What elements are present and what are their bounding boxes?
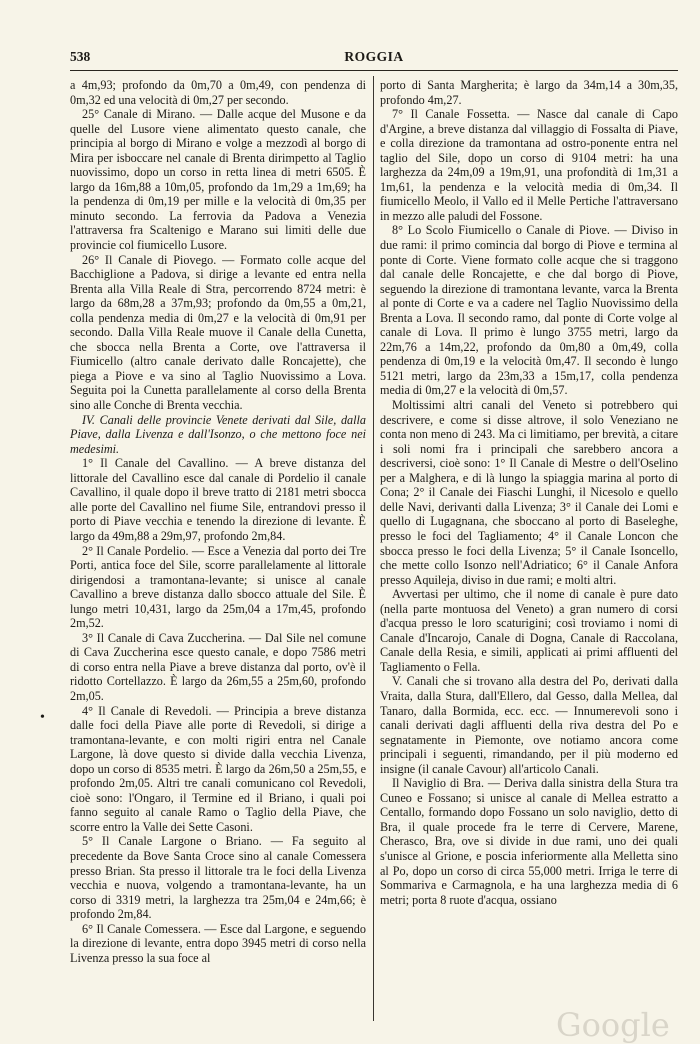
paragraph: Moltissimi altri canali del Veneto si potrebbero qui descrivere, e come si disse altrove, il solo Veneziano ne conta non meno di 243. Ma ci limitiamo, per brevità, a citare i soli nomi fra i principali che sarebbero ancora a descriversi, cioè sono: 1° Il Canale di Mestre o dell'Oselino per a Malghera, e di là lungo la spiaggia marina al porto di Cona; 2° il Canale dei Fiaschi Lunghi, il Nicesolo e quello delle Navi, derivanti dalla Livenza; 3° il Canale dei Lomi e quello di Lugagnana, che sboccano al porto di Baseleghe, presso le foci del Tagliamento; 4° il Canale Loncon che sbocca presso le foci della Livenza; 5° il Canale Isoncello, che mette collo Isonzo nell'Adriatico; 6° il Canale Anfora presso Aquileja, diviso in due rami; e molti altri.: [380, 398, 678, 587]
header-rule: [70, 70, 678, 71]
paragraph: 4° Il Canale di Revedoli. — Principia a breve distanza dalle foci della Piave alle porte di Revedoli, si dirige a tramontana-levante, e con molti rigiri entra nel Canale Largone, là dove questo si divide dalla vecchia Livenza, dopo un corso di 8535 metri. È largo da 26m,50 a 25m,55, e profondo 2m,05. Altri tre canali comunicano col Revedoli, cioè sono: l'Ongaro, il Termine ed il Briano, i quali poi fanno seguito al canale Ramo o Taglio della Piave, che scorre entro la Valle dei Sette Casoni.: [70, 703, 366, 834]
section-heading: V. Canali che si trovano alla destra del Po, derivati dalla Vraita, dalla Stura, dall'Ellero, dal Gesso, dalla Mellea, dal Tanaro, dalla Bormida, ecc. ecc. — Innumerevoli sono i canali derivati dagli affluenti della riva destra del Po e segnatamente in Piemonte, ove notiamo ancora come principali i seguenti, rimandando, per il più moderno ed insigne (il canale Cavour) all'articolo Canali.: [380, 674, 678, 776]
paragraph: Il Naviglio di Bra. — Deriva dalla sinistra della Stura tra Cuneo e Fossano; si unisce al canale di Mellea estratto a Centallo, formando dopo Fossano un solo naviglio, detto di Bra, il quale procede fra le terre di Cervere, Marene, Cherasco, Bra, ove si divide in due rami, uno dei quali s'unisce al Grione, e poscia inferiormente alla Melletta sino al Po, dopo un corso di circa 55,000 metri. Irriga le terre di Sommariva e Carmagnola, e ha una larghezza media di 6 metri; porta 8 ruote d'acqua, ossiano: [380, 776, 678, 907]
paragraph: 5° Il Canale Largone o Briano. — Fa seguito al precedente da Bove Santa Croce sino al canale Comessera presso Brian. Sta presso il littorale tra le foci della Livenza vecchia e nuova, volgendo a tramontana-levante, ha un corso di 3319 metri, la larghezza tra 25m,04 e 24m,66; è profondo 2m,84.: [70, 834, 366, 922]
paragraph: 2° Il Canale Pordelio. — Esce a Venezia dal porto dei Tre Porti, antica foce del Sile, scorre parallelamente al littorale dirigendosi a tramontana-levante; si unisce al canale Cavallino a breve distanza dallo sbocco attuale del Sile. È lungo metri 10,431, largo da 25m,04 a 17m,45, profondo 2m,52.: [70, 543, 366, 631]
running-title: ROGGIA: [344, 49, 404, 64]
left-column: [70, 78, 366, 965]
right-column: [380, 78, 678, 907]
paragraph: 3° Il Canale di Cava Zuccherina. — Dal Sile nel comune di Cava Zuccherina esce questo canale, e dopo 7586 metri di corso entra nella Piave a breve distanza dal porto, ov'è il ridotto Cortellazzo. È largo da 26m,55 a 25m,60, profondo 2m,05.: [70, 630, 366, 703]
paragraph: 6° Il Canale Comessera. — Esce dal Largone, e seguendo la direzione di levante, entra dopo 3945 metri di corso nella Livenza presso la sua foce al: [70, 921, 366, 965]
page-number: 538: [70, 49, 91, 64]
paragraph: 7° Il Canale Fossetta. — Nasce dal canale di Capo d'Argine, a breve distanza dal villaggio di Fossalta di Piave, e colla direzione da tramontana ad ostro-ponente entra nel taglio del Sile, dopo un corso di 9104 metri: ha una larghezza da 24m,09 a 19m,91, una profondità di 1m,31 a 1m,61, la pendenza e la velocità media di 0m,34. Il fiumicello Meolo, il Vallo ed il Melle Pertiche l'attraversano in mezzo alle paludi del Fossone.: [380, 107, 678, 223]
section-heading: IV. Canali delle provincie Venete derivati dal Sile, dalla Piave, dalla Livenza e dall'Isonzo, o che mettono foce nei medesimi.: [70, 412, 366, 456]
page-header: [70, 49, 678, 69]
paragraph: 1° Il Canale del Cavallino. — A breve distanza del littorale del Cavallino esce dal canale di Pordelio il canale Cavallino, il quale dopo il breve tratto di 2181 metri sbocca alle porte del Cavallino nel fiume Sile, entrandovi presso il porto di Piave vecchia e tenendo la direzione di levante. È largo da 49m,88 a 29m,97, profondo 2m,84.: [70, 456, 366, 543]
paragraph: 25° Canale di Mirano. — Dalle acque del Musone e da quelle del Lusore viene alimentato questo canale, che principia al borgo di Mirano e volge a mezzodì al borgo di Mira per isboccare nel canale di Brenta dirimpetto al Taglio nuovissimo, dopo un corso in retta linea di metri 6505. È largo da 16m,88 a 10m,05, profondo da 1m,29 a 1m,69; ha la pendenza di 0m,19 per mille e la velocità di 0m,35 per minuto secondo. La ferrovia da Padova a Venezia l'attraversa fra Scaltenigo e Marano sui limiti delle due provincie col fiumicello Lusore.: [70, 107, 366, 253]
watermark: Google: [556, 1006, 670, 1044]
paragraph: a 4m,93; profondo da 0m,70 a 0m,49, con pendenza di 0m,32 ed una velocità di 0m,27 per secondo.: [70, 78, 366, 107]
paragraph: 8° Lo Scolo Fiumicello o Canale di Piove. — Diviso in due rami: il primo comincia dal borgo di Piove e termina al ponte di Corte. Viene formato colle acque che si traggono dal canale delle Roncajette, e che dal borgo di Piove, seguendo la direzione di tramontana levante, varca la Brenta al ponte di Corte e va a cadere nel Taglio Nuovissimo della Brenta a Lova. Il secondo ramo, dal ponte di Corte volge al canale di Lova. Il primo è lungo 3755 metri, largo da 22m,76 a 14m,22, profondo da 0m,80 a 0m,49, colla pendenza di 0m,19 e la velocità 0m,47. Il secondo è lungo 5121 metri, largo da 23m,33 a 15m,17, colla pendenza media di 0m,27 e la velocità di 0m,57.: [380, 223, 678, 398]
paragraph: Avvertasi per ultimo, che il nome di canale è pure dato (nella parte montuosa del Veneto) a gran numero di corsi d'acqua presso le loro scaturigini; così troviamo i nomi di Canale d'Incarojo, Canale di Dogna, Canale di Raccolana, Canale della Resia, e simili, applicati ai primi affluenti del Tagliamento o Fella.: [380, 587, 678, 674]
margin-dot: •: [40, 710, 45, 725]
paragraph: porto di Santa Margherita; è largo da 34m,14 a 30m,35, profondo 4m,27.: [380, 78, 678, 107]
paragraph: 26° Il Canale di Piovego. — Formato colle acque del Bacchiglione a Padova, si dirige a levante ed entra nella Brenta alla Villa Reale di Stra, percorrendo 8724 metri: è largo da 68m,28 a 37m,93; profondo da 0m,55 a 0m,21, colla pendenza media di 0m,27 e la velocità di 0m,91 per secondo. Dalla Villa Reale muove il Canale della Cunetta, che sbocca nella Brenta a Corte, ove l'attraversa il Fiumicello (altro canale derivato dalle Roncajette), che piega a Piove e va sino al Taglio Nuovissimo a Lova. Seguita poi la Cunetta parallelamente al corso della Brenta sino alle Conche di Brenta vecchia.: [70, 252, 366, 413]
column-divider: [373, 76, 374, 1021]
